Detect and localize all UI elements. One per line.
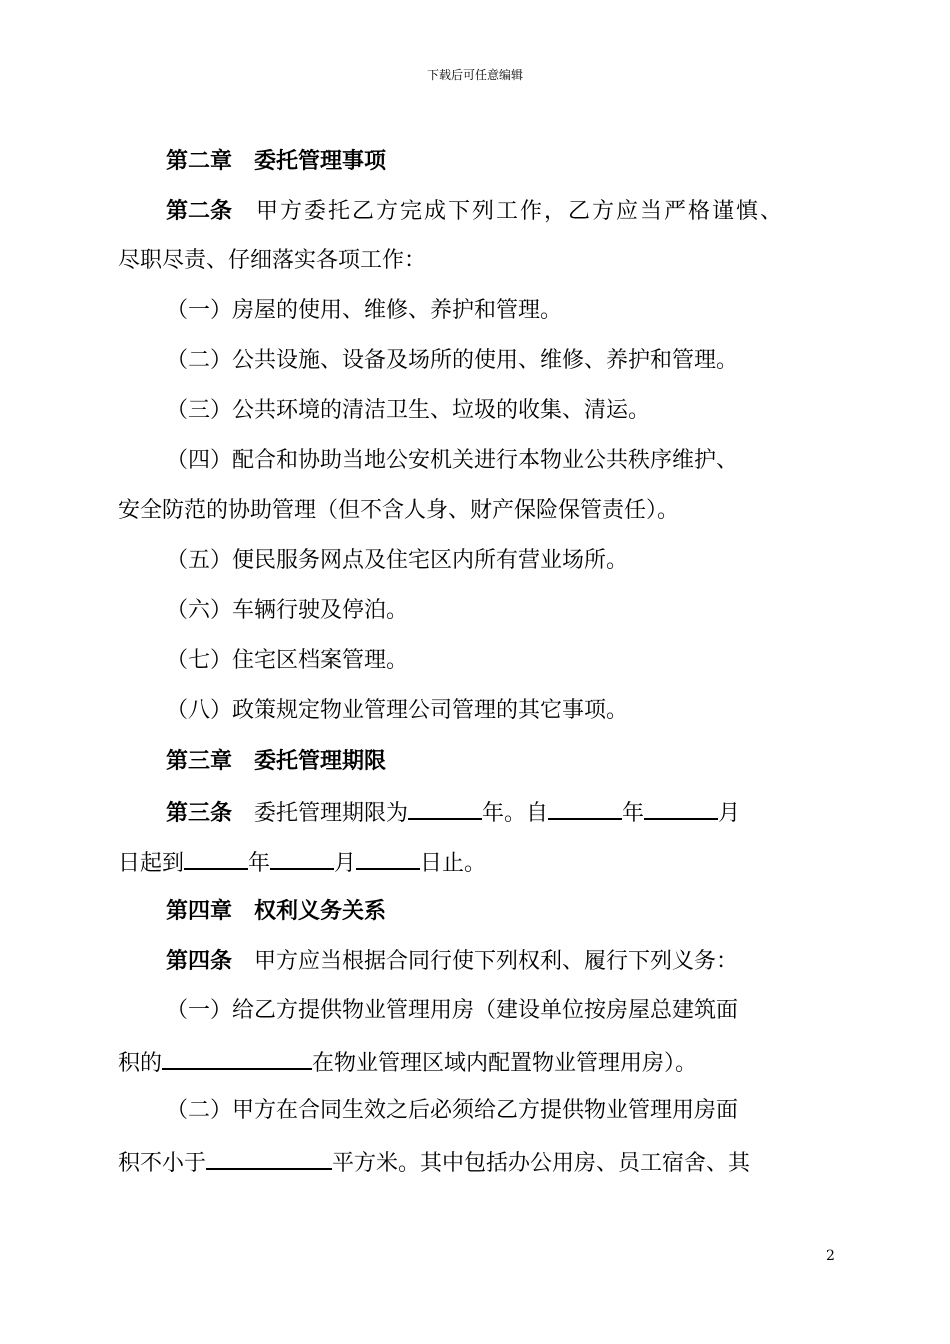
article-3-text-a: 委托管理期限为 — [232, 801, 409, 826]
a4-item2-cont-b: 平方米。其中包括办公用房、员工宿舍、其 — [332, 1151, 751, 1176]
page-header: 下载后可任意编辑 — [426, 68, 523, 82]
chapter-4-title: 第四章 权利义务关系 — [166, 898, 387, 924]
item-4-continuation: 安全防范的协助管理（但不含人身、财产保险保管责任）。 — [118, 498, 680, 523]
article-4-item-2: （二）甲方在合同生效之后必须给乙方提供物业管理用房面 — [166, 1098, 739, 1123]
item-5: （五）便民服务网点及住宅区内所有营业场所。 — [166, 548, 629, 573]
item-7: （七）住宅区档案管理。 — [166, 648, 409, 673]
item-4: （四）配合和协助当地公安机关进行本物业公共秩序维护、 — [166, 448, 739, 473]
chapter-2-title: 第二章 委托管理事项 — [166, 148, 387, 174]
article-3-cont-a: 日起到 — [118, 851, 185, 876]
article-4-item-2-continuation — [118, 1146, 750, 1179]
article-3 — [166, 796, 740, 829]
article-2-text: 甲方委托乙方完成下列工作，乙方应当严格谨慎、 — [232, 199, 785, 224]
blank-start-month[interactable] — [644, 796, 718, 820]
blank-years[interactable] — [408, 796, 482, 820]
article-3-text-b: 年。自 — [482, 801, 549, 826]
article-4-label: 第四条 — [166, 948, 233, 974]
article-3-cont-b: 年 — [248, 851, 271, 876]
article-4 — [166, 946, 738, 977]
article-4-item-1-continuation — [118, 1046, 697, 1079]
a4-item2-cont-a: 积不小于 — [118, 1151, 207, 1176]
article-4-item-1: （一）给乙方提供物业管理用房（建设单位按房屋总建筑面 — [166, 998, 739, 1023]
blank-area-ratio[interactable] — [162, 1046, 312, 1070]
blank-end-month[interactable] — [270, 846, 334, 870]
article-2-label: 第二条 — [166, 198, 233, 224]
item-2: （二）公共设施、设备及场所的使用、维修、养护和管理。 — [166, 348, 739, 373]
article-3-continuation — [118, 846, 486, 879]
article-3-text-c: 年 — [622, 801, 645, 826]
blank-area-size[interactable] — [206, 1146, 332, 1170]
blank-start-day-end-year[interactable] — [184, 846, 248, 870]
article-2 — [166, 196, 784, 227]
blank-end-day[interactable] — [356, 846, 420, 870]
a4-item1-cont-a: 积的 — [118, 1051, 163, 1076]
blank-start-year[interactable] — [548, 796, 622, 820]
article-3-text-d: 月 — [718, 801, 741, 826]
article-2-continuation: 尽职尽责、仔细落实各项工作： — [118, 248, 427, 273]
chapter-3-title: 第三章 委托管理期限 — [166, 748, 387, 774]
article-3-label: 第三条 — [166, 800, 233, 826]
item-8: （八）政策规定物业管理公司管理的其它事项。 — [166, 698, 629, 723]
article-4-text: 甲方应当根据合同行使下列权利、履行下列义务： — [232, 949, 739, 974]
item-3: （三）公共环境的清洁卫生、垃圾的收集、清运。 — [166, 398, 651, 423]
item-6: （六）车辆行驶及停泊。 — [166, 598, 409, 623]
item-1: （一）房屋的使用、维修、养护和管理。 — [166, 298, 563, 323]
article-3-cont-c: 月 — [334, 851, 357, 876]
article-3-cont-d: 日止。 — [420, 851, 487, 876]
page-number: 2 — [826, 1248, 835, 1264]
a4-item1-cont-b: 在物业管理区域内配置物业管理用房）。 — [312, 1051, 698, 1076]
